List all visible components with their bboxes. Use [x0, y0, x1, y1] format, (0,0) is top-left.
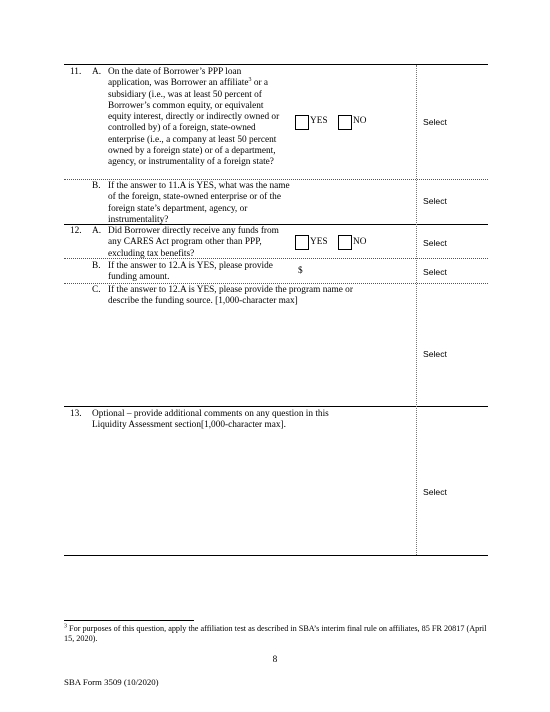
q12a-no-label: NO	[353, 237, 367, 247]
q12c-select-dropdown[interactable]: Select	[423, 349, 447, 359]
question-11a-text-part1: On the date of Borrower’s PPP loan application, was Borrower an affiliate	[108, 67, 249, 89]
q12a-select-dropdown[interactable]: Select	[423, 238, 447, 248]
table-bottom-border	[64, 555, 488, 556]
q11a-select-dropdown[interactable]: Select	[423, 117, 447, 127]
question-12c-letter: C.	[92, 285, 101, 295]
q12b-currency-symbol: $	[298, 266, 303, 276]
q11a-yes-checkbox[interactable]	[295, 115, 309, 130]
question-11a-text	[108, 67, 286, 169]
question-12b-letter: B.	[92, 261, 101, 271]
footnote-text	[64, 624, 488, 644]
footnote-body: For purposes of this question, apply the affiliation test as described in SBA’s interim final rule on affiliates, 85 FR 20817 (April 15, 2020).	[64, 624, 487, 643]
q11b-select-dropdown[interactable]: Select	[423, 196, 447, 206]
question-12c-text: If the answer to 12.A is YES, please provide the program name or describe the funding source. [1,000-character max]	[108, 285, 353, 307]
q11a-no-checkbox[interactable]	[338, 115, 352, 130]
question-13-number: 13.	[70, 409, 82, 419]
question-12-number: 12.	[70, 226, 82, 236]
question-11-number: 11.	[70, 67, 82, 77]
q11a-no-label: NO	[353, 116, 367, 126]
table-top-border	[64, 64, 488, 65]
q13-select-dropdown[interactable]: Select	[423, 487, 447, 497]
q11a-yes-label: YES	[310, 116, 328, 126]
question-12a-text: Did Borrower directly receive any funds from any CARES Act program other than PPP, excluding tax benefits?	[108, 226, 279, 259]
q12a-yes-checkbox[interactable]	[295, 235, 309, 250]
footnote-mark: 3	[64, 623, 67, 630]
question-12b-text: If the answer to 12.A is YES, please provide funding amount.	[108, 261, 273, 283]
form-identifier: SBA Form 3509 (10/2020)	[64, 677, 159, 687]
question-11a-letter: A.	[92, 67, 102, 77]
select-column-divider	[416, 65, 417, 555]
footnote-separator	[64, 620, 194, 621]
row-divider-12-13	[64, 406, 488, 407]
q12a-yes-label: YES	[310, 237, 328, 247]
question-11b-letter: B.	[92, 181, 101, 191]
question-11a-text-part2: or a subsidiary (i.e., was at least 50 percent of Borrower’s common equity, or equivalent equity interest, directly or indirectly owned or controlled by) of a foreign, state-owned enterprise (i.e., a company at least 50 percent owned by a foreign state) or of a department, agency, or instrumentality of a foreign state?	[108, 78, 280, 168]
page-number: 8	[272, 655, 278, 665]
question-13-text: Optional – provide additional comments on any question in this Liquidity Assessment section[1,000-character max].	[92, 409, 329, 431]
row-divider-11a-11b	[64, 179, 488, 180]
q12a-no-checkbox[interactable]	[338, 235, 352, 250]
question-12a-letter: A.	[92, 226, 102, 236]
footnote-3-reference: 3	[248, 77, 252, 84]
question-11b-text: If the answer to 11.A is YES, what was the name of the foreign, state-owned enterprise or of the foreign state’s department, agency, or instrumentality?	[108, 181, 290, 225]
q12b-amount-select[interactable]: Select	[423, 267, 447, 277]
